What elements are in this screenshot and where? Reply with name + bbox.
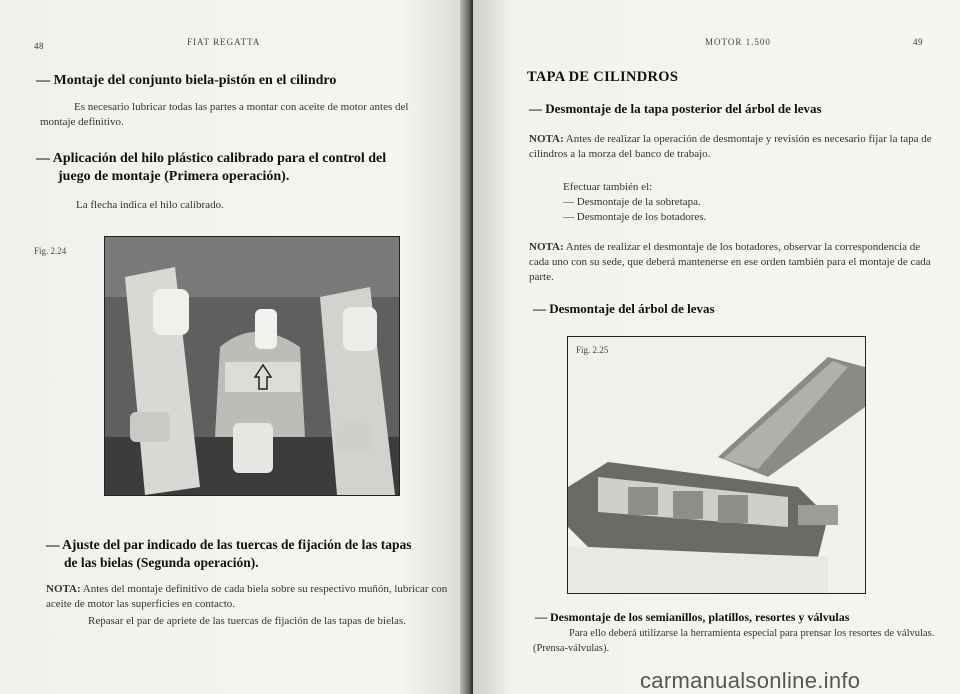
heading-desmontaje-semianillos: — Desmontaje de los semianillos, platillos, resortes y válvulas — [535, 610, 850, 624]
nota-label: NOTA: — [46, 583, 81, 595]
heading-montaje-conjunto: — Montaje del conjunto biela-pistón en el cilindro — [36, 73, 337, 88]
nota-text: Antes de realizar la operación de desmontaje y revisión es necesario fijar la tapa de cilindros a la morza del banco de trabajo. — [529, 133, 932, 160]
list-item-botadores: — Desmontaje de los botadores. — [563, 211, 707, 223]
heading-desmontaje-tapa-posterior: — Desmontaje de la tapa posterior del árbol de levas — [529, 101, 822, 116]
watermark-text: carmanualsonline.info — [640, 668, 861, 693]
section-title-tapa-cilindros: TAPA DE CILINDROS — [527, 69, 679, 85]
right-page-number: 49 — [913, 37, 923, 47]
heading-ajuste-par-line1: — Ajuste del par indicado de las tuercas de fijación de las tapas — [46, 537, 412, 552]
right-page — [473, 0, 960, 694]
list-item-sobretapa: — Desmontaje de la sobretapa. — [563, 196, 701, 208]
heading-ajuste-par-line2: de las bielas (Segunda operación). — [64, 555, 259, 570]
photo-connecting-rods — [104, 236, 400, 496]
para-flecha: La flecha indica el hilo calibrado. — [76, 199, 224, 211]
para-efectuar-tambien: Efectuar también el: — [563, 181, 653, 193]
left-page — [0, 0, 470, 694]
heading-hilo-plastico-line1: — Aplicación del hilo plástico calibrado para el control del — [36, 151, 387, 166]
figure-caption-2-24: Fig. 2.24 — [34, 246, 67, 256]
nota-text: Antes de realizar el desmontaje de los botadores, observar la correspondencia de cada uno con su sede, que deberá mantenerse en ese orden también para el montaje de cada parte. — [529, 241, 931, 283]
photo-camshaft-removal — [567, 336, 866, 594]
para-lubricar: Es necesario lubricar todas las partes a montar con aceite de motor antes del montaje definitivo. — [40, 101, 409, 128]
nota-label: NOTA: — [529, 133, 564, 145]
left-page-number: 48 — [34, 41, 44, 51]
nota-morza — [529, 132, 934, 162]
nota-botadores — [529, 240, 934, 285]
heading-desmontaje-arbol-levas: — Desmontaje del árbol de levas — [533, 301, 715, 316]
nota-label: NOTA: — [529, 241, 564, 253]
right-running-head: MOTOR 1.500 — [705, 37, 771, 47]
figure-caption-2-25: Fig. 2.25 — [576, 345, 609, 355]
para-repasar-par: Repasar el par de apriete de las tuercas de fijación de las tapas de bielas. — [88, 615, 406, 627]
nota-montaje-definitivo — [46, 582, 451, 612]
heading-hilo-plastico-line2: juego de montaje (Primera operación). — [58, 169, 290, 184]
para-prensa-valvulas: Para ello deberá utilizarse la herramienta especial para prensar los resortes de válvulas. (Prensa-válvulas). — [533, 628, 935, 654]
left-running-head: FIAT REGATTA — [187, 37, 261, 47]
nota-text: Antes del montaje definitivo de cada biela sobre su respectivo muñón, lubricar con aceite de motor las superficies en contacto. — [46, 583, 448, 610]
